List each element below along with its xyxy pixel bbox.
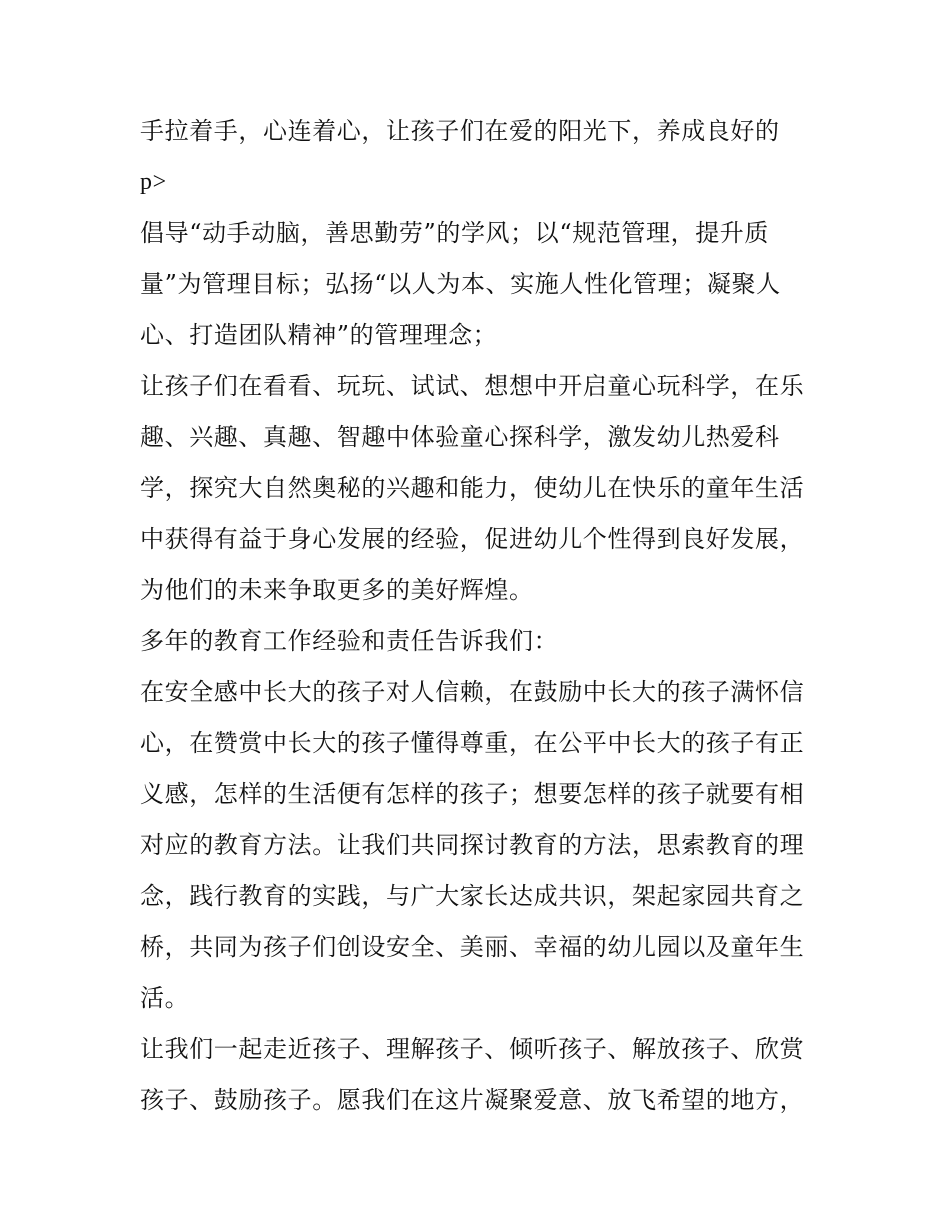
paragraph-hand-in-hand (140, 106, 812, 157)
text-line: 倡导“动手动脑，善思勤劳”的学风；以“规范管理，提升质 (140, 219, 770, 247)
text-line: 活。 (140, 984, 190, 1012)
text-line: 在安全感中长大的孩子对人信赖，在鼓励中长大的孩子满怀信 (140, 678, 805, 706)
paragraph-stray-markup (140, 157, 812, 208)
text-line: 多年的教育工作经验和责任告诉我们： (140, 627, 559, 655)
text-line: 让孩子们在看看、玩玩、试试、想想中开启童心玩科学，在乐 (140, 372, 805, 400)
text-line: 趣、兴趣、真趣、智趣中体验童心探科学，激发幼儿热爱科 (140, 423, 780, 451)
paragraph-experience-intro (140, 616, 812, 667)
text-line: 为他们的未来争取更多的美好辉煌。 (140, 576, 534, 604)
text-line: 让我们一起走近孩子、理解孩子、倾听孩子、解放孩子、欣赏 (140, 1035, 805, 1063)
paragraph-approach-children (140, 1024, 812, 1126)
text-line: 义感，怎样的生活便有怎样的孩子；想要怎样的孩子就要有相 (140, 780, 805, 808)
paragraph-science-play (140, 361, 812, 616)
text-line: 量”为管理目标；弘扬“以人为本、实施人性化管理；凝聚人 (140, 270, 781, 298)
text-line: p> (140, 169, 167, 195)
text-line: 孩子、鼓励孩子。愿我们在这片凝聚爱意、放飞希望的地方， (140, 1086, 805, 1114)
text-line: 心、打造团队精神”的管理理念； (140, 321, 498, 349)
text-line: 心，在赞赏中长大的孩子懂得尊重，在公平中长大的孩子有正 (140, 729, 805, 757)
paragraph-school-motto (140, 208, 812, 361)
text-line: 念，践行教育的实践，与广大家长达成共识，架起家园共育之 (140, 882, 805, 910)
text-line: 对应的教育方法。让我们共同探讨教育的方法，思索教育的理 (140, 831, 805, 859)
text-line: 学，探究大自然奥秘的兴趣和能力，使幼儿在快乐的童年生活 (140, 474, 805, 502)
text-line: 桥，共同为孩子们创设安全、美丽、幸福的幼儿园以及童年生 (140, 933, 805, 961)
text-line: 中获得有益于身心发展的经验，促进幼儿个性得到良好发展， (140, 525, 805, 553)
paragraph-education-philosophy (140, 667, 812, 1024)
text-line: 手拉着手，心连着心，让孩子们在爱的阳光下，养成良好的 (140, 117, 780, 145)
document-body (140, 106, 812, 1126)
